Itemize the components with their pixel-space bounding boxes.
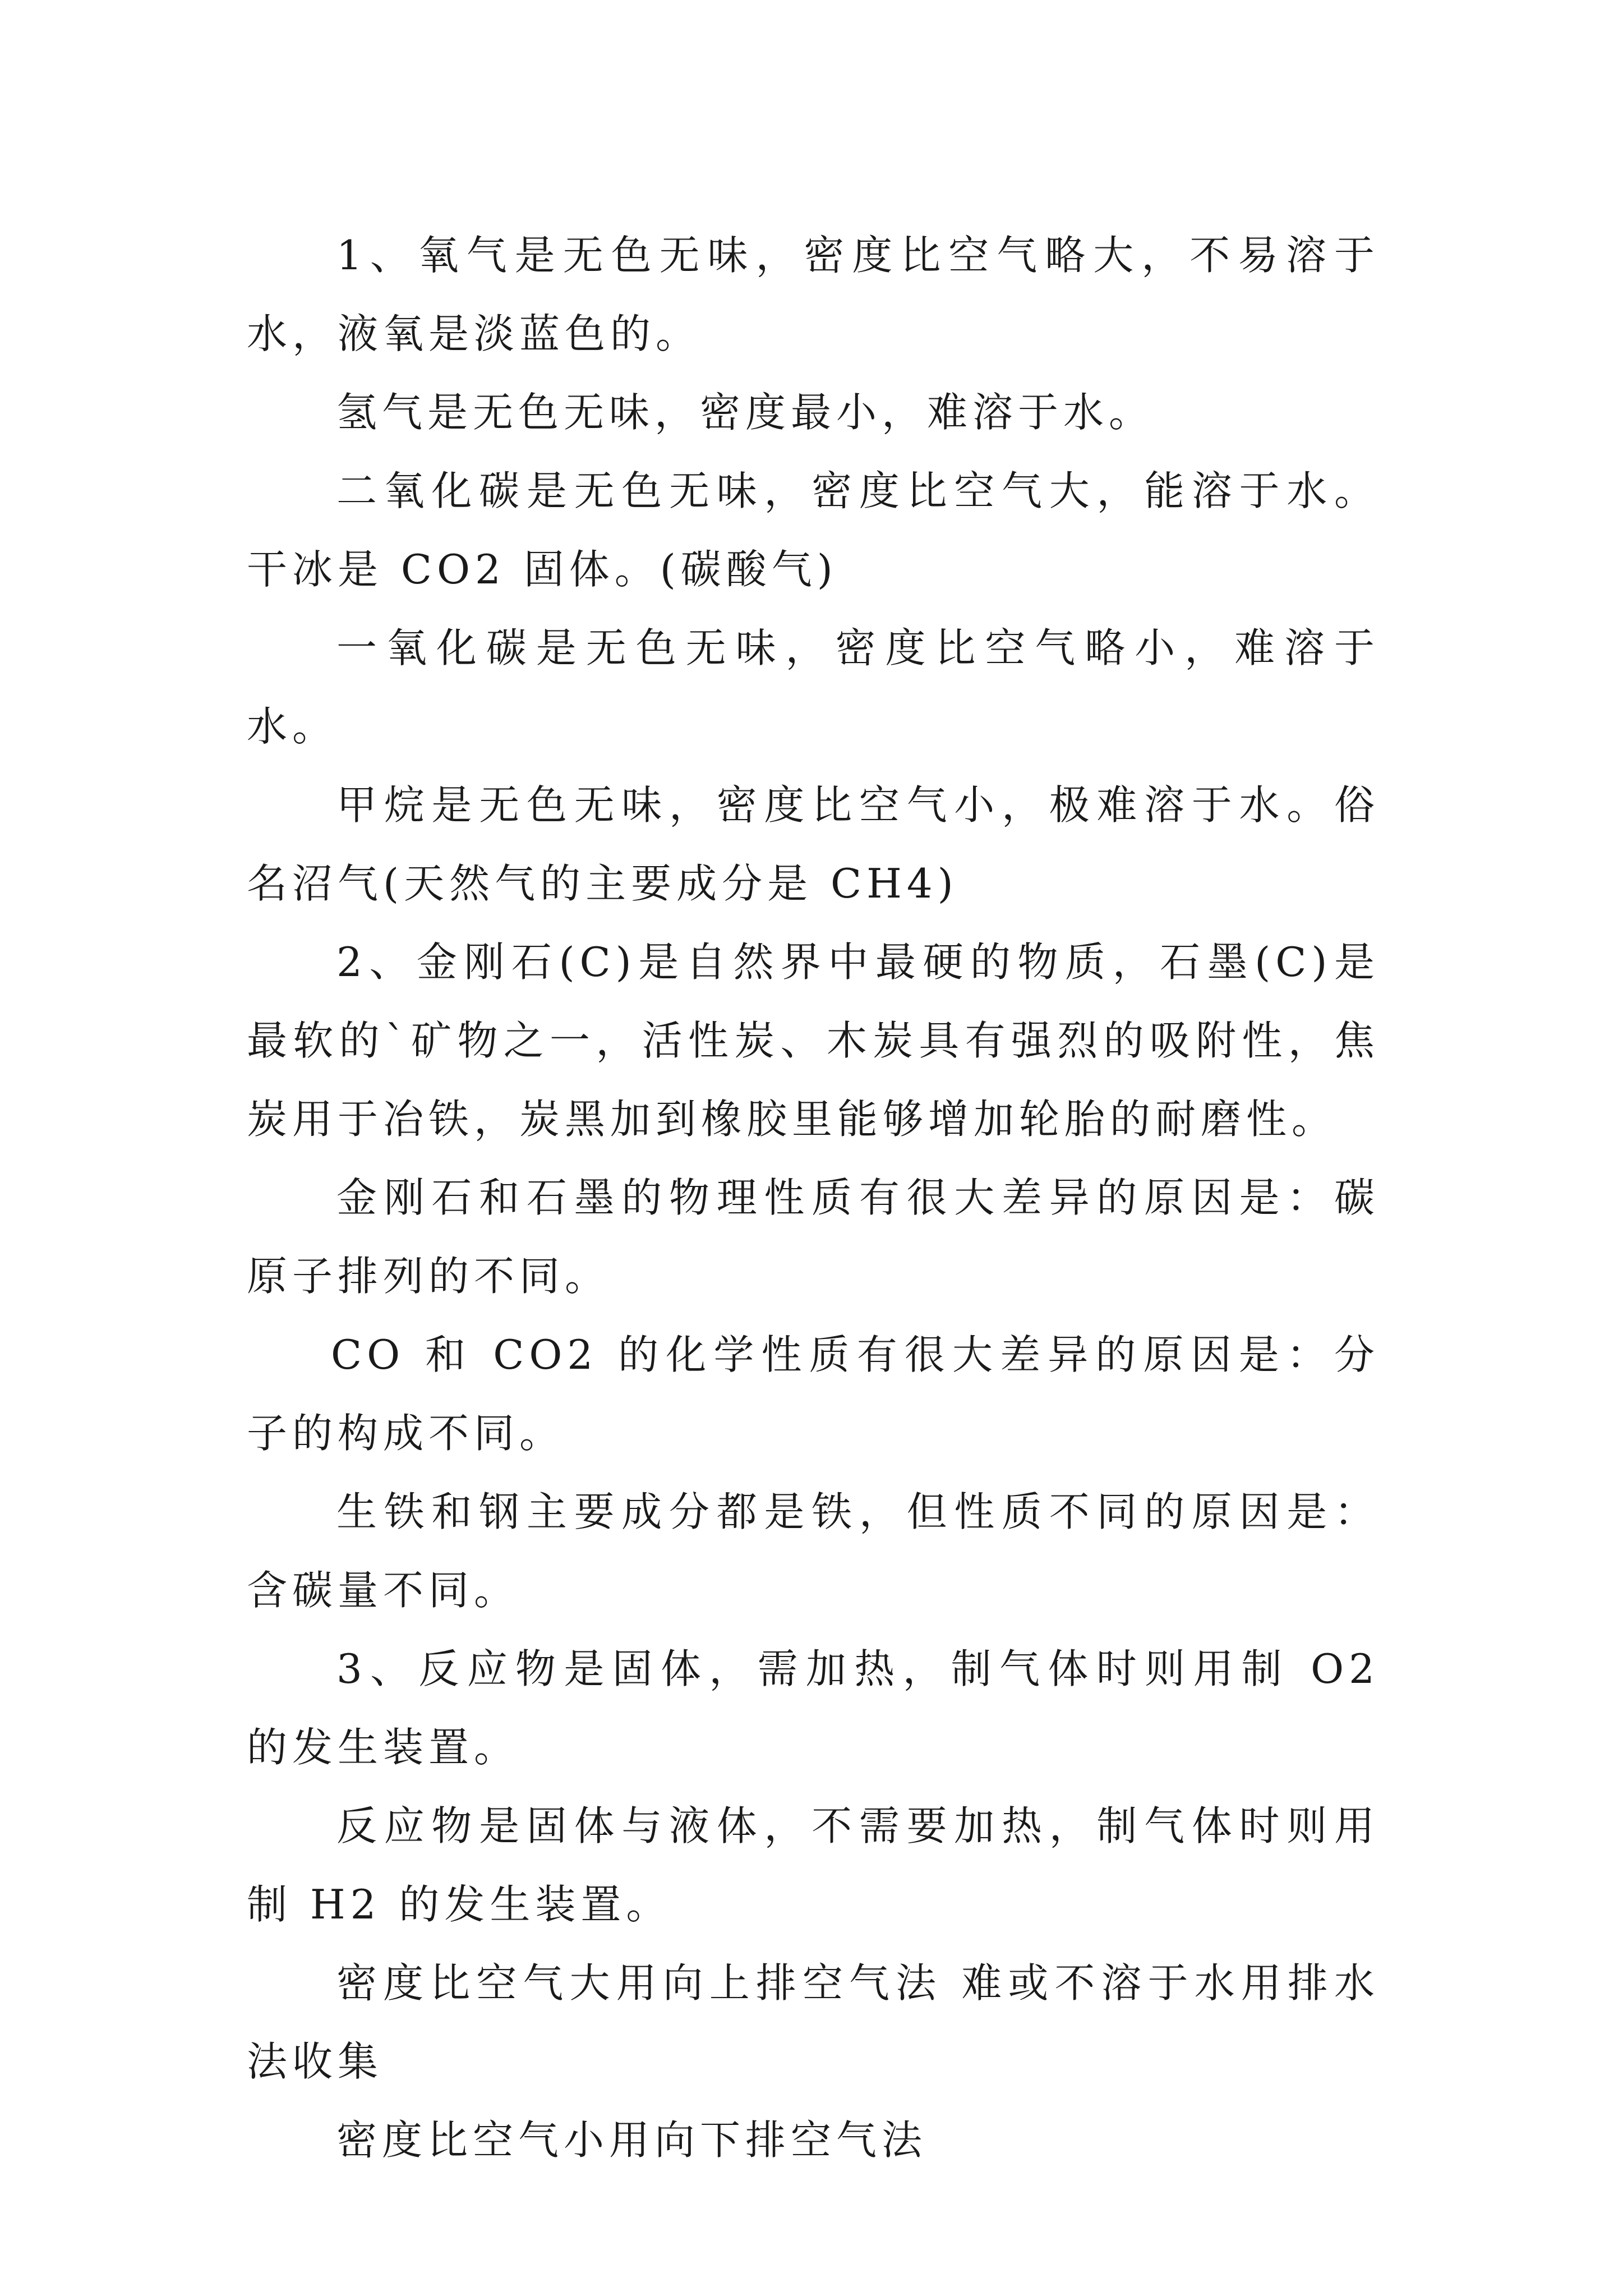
paragraph-collection-downward: 密度比空气小用向下排空气法	[336, 2116, 928, 2164]
paragraph-carbon-dioxide: 二氧化碳是无色无味，密度比空气大，能溶于水。干冰是 CO2 固体。(碳酸气)	[247, 467, 1380, 593]
paragraph-carbon-monoxide: 一氧化碳是无色无味，密度比空气略小，难溶于水。	[247, 624, 1380, 750]
paragraph-solid-liquid-apparatus: 反应物是固体与液体，不需要加热，制气体时则用制 H2 的发生装置。	[247, 1802, 1380, 1928]
paragraph-iron-steel-reason: 生铁和钢主要成分都是铁，但性质不同的原因是：含碳量不同。	[247, 1488, 1380, 1614]
paragraph-collection-upward: 密度比空气大用向上排空气法 难或不溶于水用排水法收集	[247, 1959, 1380, 2085]
paragraph-hydrogen: 氢气是无色无味，密度最小，难溶于水。	[336, 389, 1155, 436]
document-body	[247, 216, 1380, 2179]
paragraph-carbon-allotropes: 2、金刚石(C)是自然界中最硬的物质，石墨(C)是最软的`矿物之一，活性炭、木炭具有强烈的吸附性，焦炭用于冶铁，炭黑加到橡胶里能够增加轮胎的耐磨性。	[247, 938, 1380, 1143]
paragraph-oxygen: 1、氧气是无色无味，密度比空气略大，不易溶于水，液氧是淡蓝色的。	[247, 232, 1380, 357]
paragraph-co-co2-reason: CO 和 CO2 的化学性质有很大差异的原因是：分子的构成不同。	[247, 1331, 1380, 1457]
paragraph-methane: 甲烷是无色无味，密度比空气小，极难溶于水。俗名沼气(天然气的主要成分是 CH4)	[247, 781, 1380, 907]
paragraph-diamond-graphite-reason: 金刚石和石墨的物理性质有很大差异的原因是：碳原子排列的不同。	[247, 1174, 1380, 1300]
paragraph-solid-heating-apparatus: 3、反应物是固体，需加热，制气体时则用制 O2 的发生装置。	[247, 1645, 1380, 1771]
